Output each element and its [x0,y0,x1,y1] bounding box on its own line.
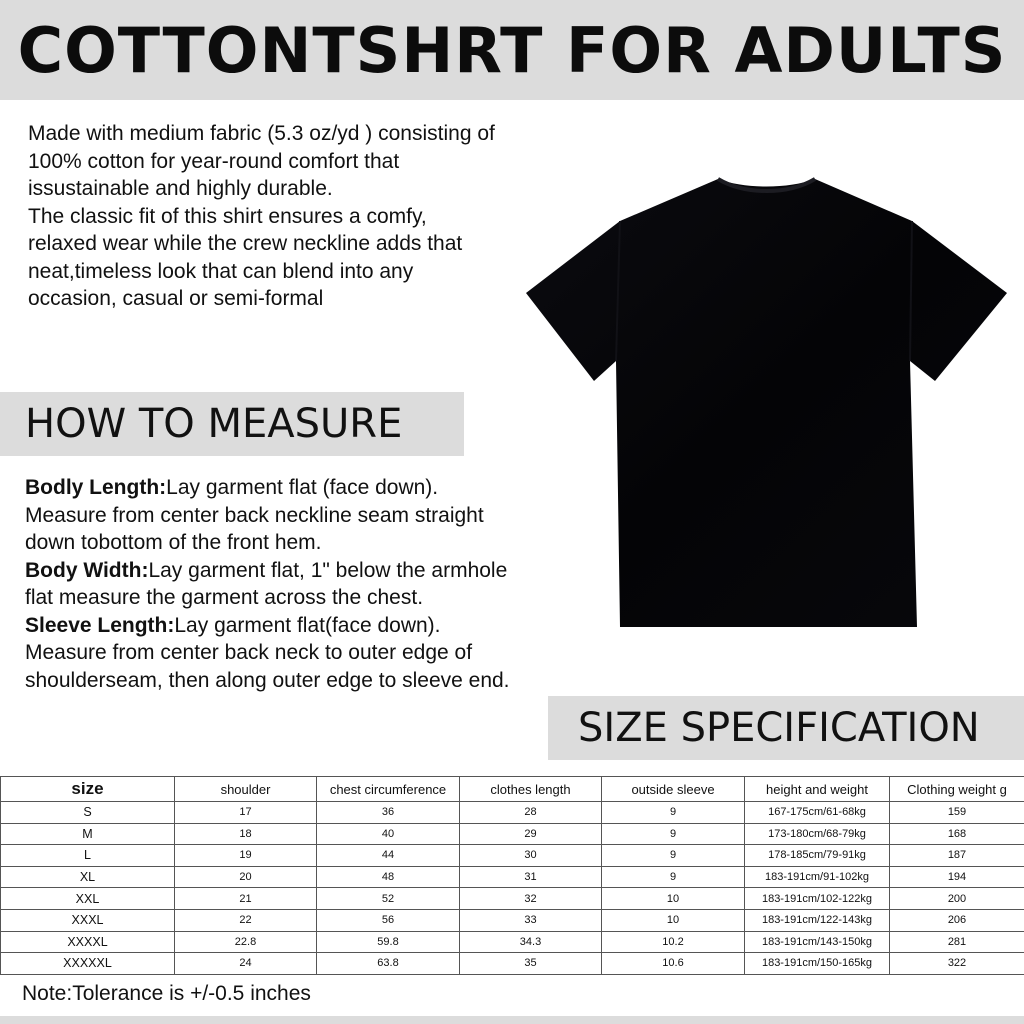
table-cell-size: XXXXL [1,931,175,953]
how-to-measure-heading: HOW TO MEASURE [25,401,403,447]
bottom-divider [0,1016,1024,1024]
how-to-measure-header [0,392,464,456]
tolerance-note: Note:Tolerance is +/-0.5 inches [22,982,311,1005]
table-cell-shoulder: 18 [175,823,317,845]
measure-term: Bodly Length: [25,476,167,499]
column-header-sleeve: outside sleeve [602,777,745,802]
table-cell-size: S [1,802,175,824]
table-header-row [1,777,1024,802]
table-cell-height-weight: 183-191cm/91-102kg [745,866,890,888]
measure-text: Lay garment flat (face down). Measure from center back neckline seam straight down tobottom of the front hem. [25,476,484,554]
table-cell-clothing-weight: 168 [890,823,1024,845]
size-table [0,776,1024,975]
table-row [1,953,1024,975]
table-cell-shoulder: 24 [175,953,317,975]
table-cell-shoulder: 22.8 [175,931,317,953]
table-cell-length: 34.3 [460,931,602,953]
title-bar [0,0,1024,100]
table-cell-size: M [1,823,175,845]
table-cell-sleeve: 10.6 [602,953,745,975]
column-header-length: clothes length [460,777,602,802]
measure-text: Lay garment flat, 1" below the armhole flat measure the garment across the chest. [25,558,508,609]
table-cell-shoulder: 22 [175,909,317,931]
table-cell-length: 29 [460,823,602,845]
table-cell-height-weight: 167-175cm/61-68kg [745,802,890,824]
table-cell-size: XXXL [1,909,175,931]
table-cell-length: 35 [460,953,602,975]
table-cell-shoulder: 21 [175,888,317,910]
column-header-height-weight: height and weight [745,777,890,802]
table-row [1,909,1024,931]
table-cell-chest: 59.8 [317,931,460,953]
measure-term: Body Width: [25,558,149,582]
table-cell-clothing-weight: 322 [890,953,1024,975]
table-cell-size: XXXXXL [1,953,175,975]
table-cell-length: 32 [460,888,602,910]
table-cell-shoulder: 17 [175,802,317,824]
table-cell-clothing-weight: 206 [890,909,1024,931]
tshirt-image [520,175,1012,633]
table-cell-size: L [1,845,175,867]
size-table-body [1,802,1024,975]
measure-text: Lay garment flat(face down). Measure from center back neck to outer edge of shoulderseam, then along outer edge to sleeve end. [25,613,510,692]
table-cell-height-weight: 183-191cm/143-150kg [745,931,890,953]
column-header-chest: chest circumference [317,777,460,802]
table-cell-clothing-weight: 187 [890,845,1024,867]
page-title: COTTONTSHRT FOR ADULTS [17,13,1007,87]
table-cell-chest: 44 [317,845,460,867]
table-cell-clothing-weight: 281 [890,931,1024,953]
table-cell-chest: 48 [317,866,460,888]
table-row [1,823,1024,845]
measure-item-sleeve-length [25,612,525,695]
table-cell-clothing-weight: 194 [890,866,1024,888]
table-cell-chest: 40 [317,823,460,845]
table-cell-height-weight: 183-191cm/150-165kg [745,953,890,975]
table-cell-size: XXL [1,888,175,910]
table-cell-length: 33 [460,909,602,931]
column-header-size: size [1,777,175,802]
table-cell-length: 31 [460,866,602,888]
tshirt-icon [520,175,1012,633]
table-cell-clothing-weight: 200 [890,888,1024,910]
table-cell-length: 30 [460,845,602,867]
table-cell-height-weight: 183-191cm/102-122kg [745,888,890,910]
table-row [1,888,1024,910]
table-cell-sleeve: 10 [602,888,745,910]
measure-instructions [25,474,525,694]
table-row [1,845,1024,867]
measure-term: Sleeve Length: [25,613,175,637]
table-row [1,802,1024,824]
table-cell-sleeve: 9 [602,866,745,888]
table-cell-clothing-weight: 159 [890,802,1024,824]
table-cell-sleeve: 9 [602,845,745,867]
table-cell-chest: 56 [317,909,460,931]
table-cell-chest: 63.8 [317,953,460,975]
description-paragraph-fabric: Made with medium fabric (5.3 oz/yd ) consisting of 100% cotton for year-round comfort that issustainable and highly durable. [28,122,495,200]
table-row [1,931,1024,953]
column-header-clothing-weight: Clothing weight g [890,777,1024,802]
table-cell-shoulder: 20 [175,866,317,888]
column-header-shoulder: shoulder [175,777,317,802]
table-cell-chest: 52 [317,888,460,910]
table-cell-sleeve: 9 [602,802,745,824]
product-description [28,120,498,313]
table-row [1,866,1024,888]
table-cell-size: XL [1,866,175,888]
size-specification-heading: SIZE SPECIFICATION [578,705,980,751]
measure-item-body-length [25,474,525,557]
table-cell-length: 28 [460,802,602,824]
measure-item-body-width [25,557,525,612]
table-cell-height-weight: 183-191cm/122-143kg [745,909,890,931]
table-cell-sleeve: 9 [602,823,745,845]
table-cell-sleeve: 10 [602,909,745,931]
table-cell-chest: 36 [317,802,460,824]
size-specification-header [548,696,1024,760]
table-cell-sleeve: 10.2 [602,931,745,953]
table-cell-height-weight: 173-180cm/68-79kg [745,823,890,845]
table-cell-shoulder: 19 [175,845,317,867]
description-paragraph-fit: The classic fit of this shirt ensures a comfy, relaxed wear while the crew neckline adds that neat,timeless look that can blend into any occasion, casual or semi-formal [28,204,463,310]
table-cell-height-weight: 178-185cm/79-91kg [745,845,890,867]
